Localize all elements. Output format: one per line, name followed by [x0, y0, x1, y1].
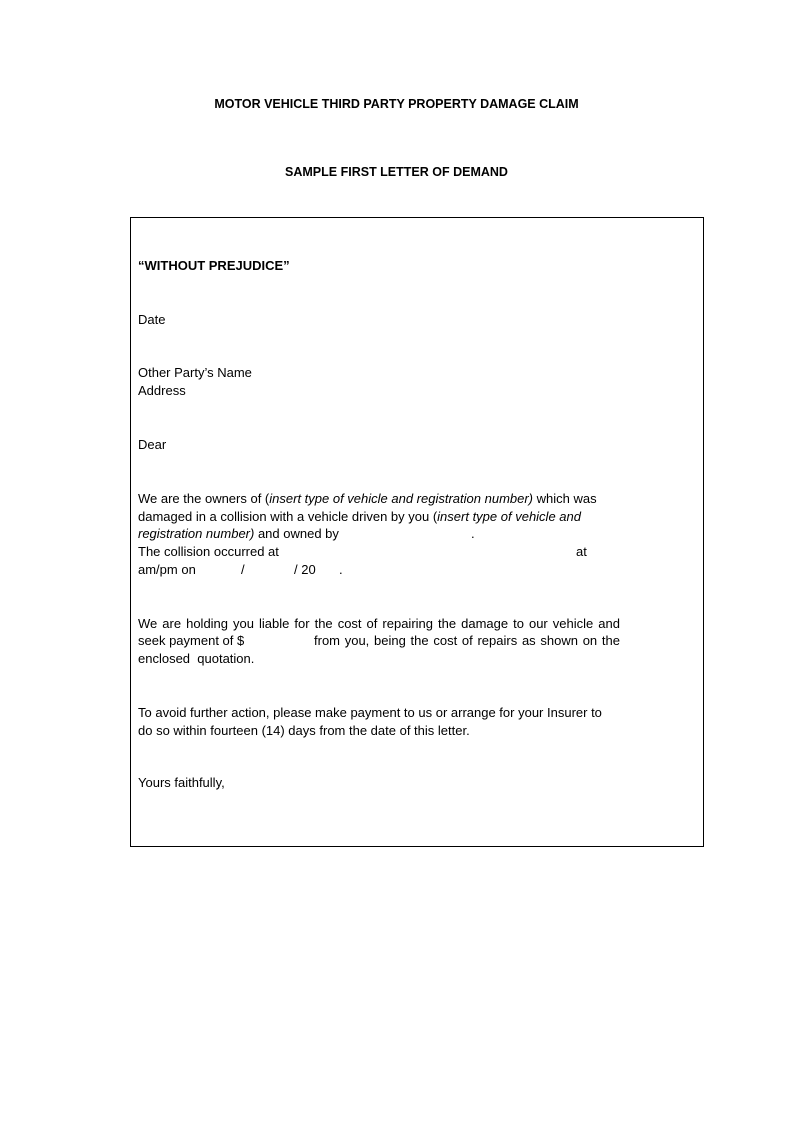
p2-word: cost — [337, 616, 362, 631]
paragraph-2-line-3: enclosed quotation. — [138, 651, 255, 666]
location-at-label: at — [576, 544, 587, 559]
p2-word: the — [438, 616, 457, 631]
closing: Yours faithfully, — [138, 775, 225, 790]
p2-word: and — [598, 616, 620, 631]
p2-word: of — [461, 633, 473, 648]
owner-blank-period: . — [471, 526, 475, 541]
date-period: . — [339, 562, 343, 577]
p2-word: We — [138, 616, 158, 631]
p1-text: am/pm on — [138, 562, 196, 577]
p2-word: to — [513, 616, 524, 631]
p2-word: shown — [540, 633, 578, 648]
p2-word: holding — [186, 616, 229, 631]
p1-text: which was — [533, 491, 597, 506]
p2-word: from — [314, 633, 340, 648]
paragraph-3-line-1: To avoid further action, please make payment to us or arrange for your Insurer to — [138, 705, 602, 720]
p2-word: the — [601, 633, 620, 648]
p2-word: liable — [259, 616, 290, 631]
p2-word: as — [521, 633, 536, 648]
p2-word: for — [294, 616, 310, 631]
paragraph-1-line-5 — [138, 561, 698, 579]
paragraph-2-line-2-rest — [314, 632, 620, 650]
p2-word: on — [582, 633, 598, 648]
payment-amount-label: seek payment of $ — [138, 633, 245, 648]
document-subtitle: SAMPLE FIRST LETTER OF DEMAND — [285, 165, 508, 179]
paragraph-2-line-2 — [138, 632, 620, 650]
date-slash-2: / 20 — [294, 562, 316, 577]
date-label: Date — [138, 312, 166, 327]
p2-word: are — [162, 616, 182, 631]
other-party-name-label: Other Party’s Name — [138, 365, 252, 380]
p2-word: repairing — [382, 616, 433, 631]
p2-word: our — [528, 616, 548, 631]
paragraph-1-line-3 — [138, 525, 698, 543]
p2-word: damage — [461, 616, 509, 631]
p2-word: the — [410, 633, 429, 648]
address-label: Address — [138, 383, 186, 398]
paragraph-3-line-2: do so within fourteen (14) days from the date of this letter. — [138, 723, 470, 738]
p2-word: you, — [344, 633, 370, 648]
p2-word: cost — [433, 633, 458, 648]
salutation: Dear — [138, 437, 167, 452]
date-slash-1: / — [241, 562, 245, 577]
paragraph-1-line-1 — [138, 490, 597, 508]
document-title: MOTOR VEHICLE THIRD PARTY PROPERTY DAMAGE CLAIM — [214, 97, 579, 111]
p1-placeholder-text: insert type of vehicle and registration number) — [269, 491, 534, 506]
without-prejudice-heading: “WITHOUT PREJUDICE” — [138, 258, 290, 273]
p2-word: being — [374, 633, 406, 648]
p1-text: We are the owners of ( — [138, 491, 270, 506]
p1-placeholder-text: registration number) — [138, 526, 255, 541]
p2-word: of — [366, 616, 378, 631]
p2-word: repairs — [477, 633, 518, 648]
paragraph-1-line-4 — [138, 543, 698, 561]
p2-word: vehicle — [552, 616, 594, 631]
p1-text: The collision occurred at — [138, 544, 279, 559]
p2-word: the — [314, 616, 333, 631]
letter-box — [130, 217, 704, 847]
paragraph-2-line-1 — [138, 615, 620, 633]
p2-word: you — [233, 616, 255, 631]
paragraph-1-line-2 — [138, 508, 581, 526]
p1-text: damaged in a collision with a vehicle driven by you ( — [138, 509, 438, 524]
p1-text: and owned by — [254, 526, 339, 541]
p1-placeholder-text: insert type of vehicle and — [437, 509, 581, 524]
